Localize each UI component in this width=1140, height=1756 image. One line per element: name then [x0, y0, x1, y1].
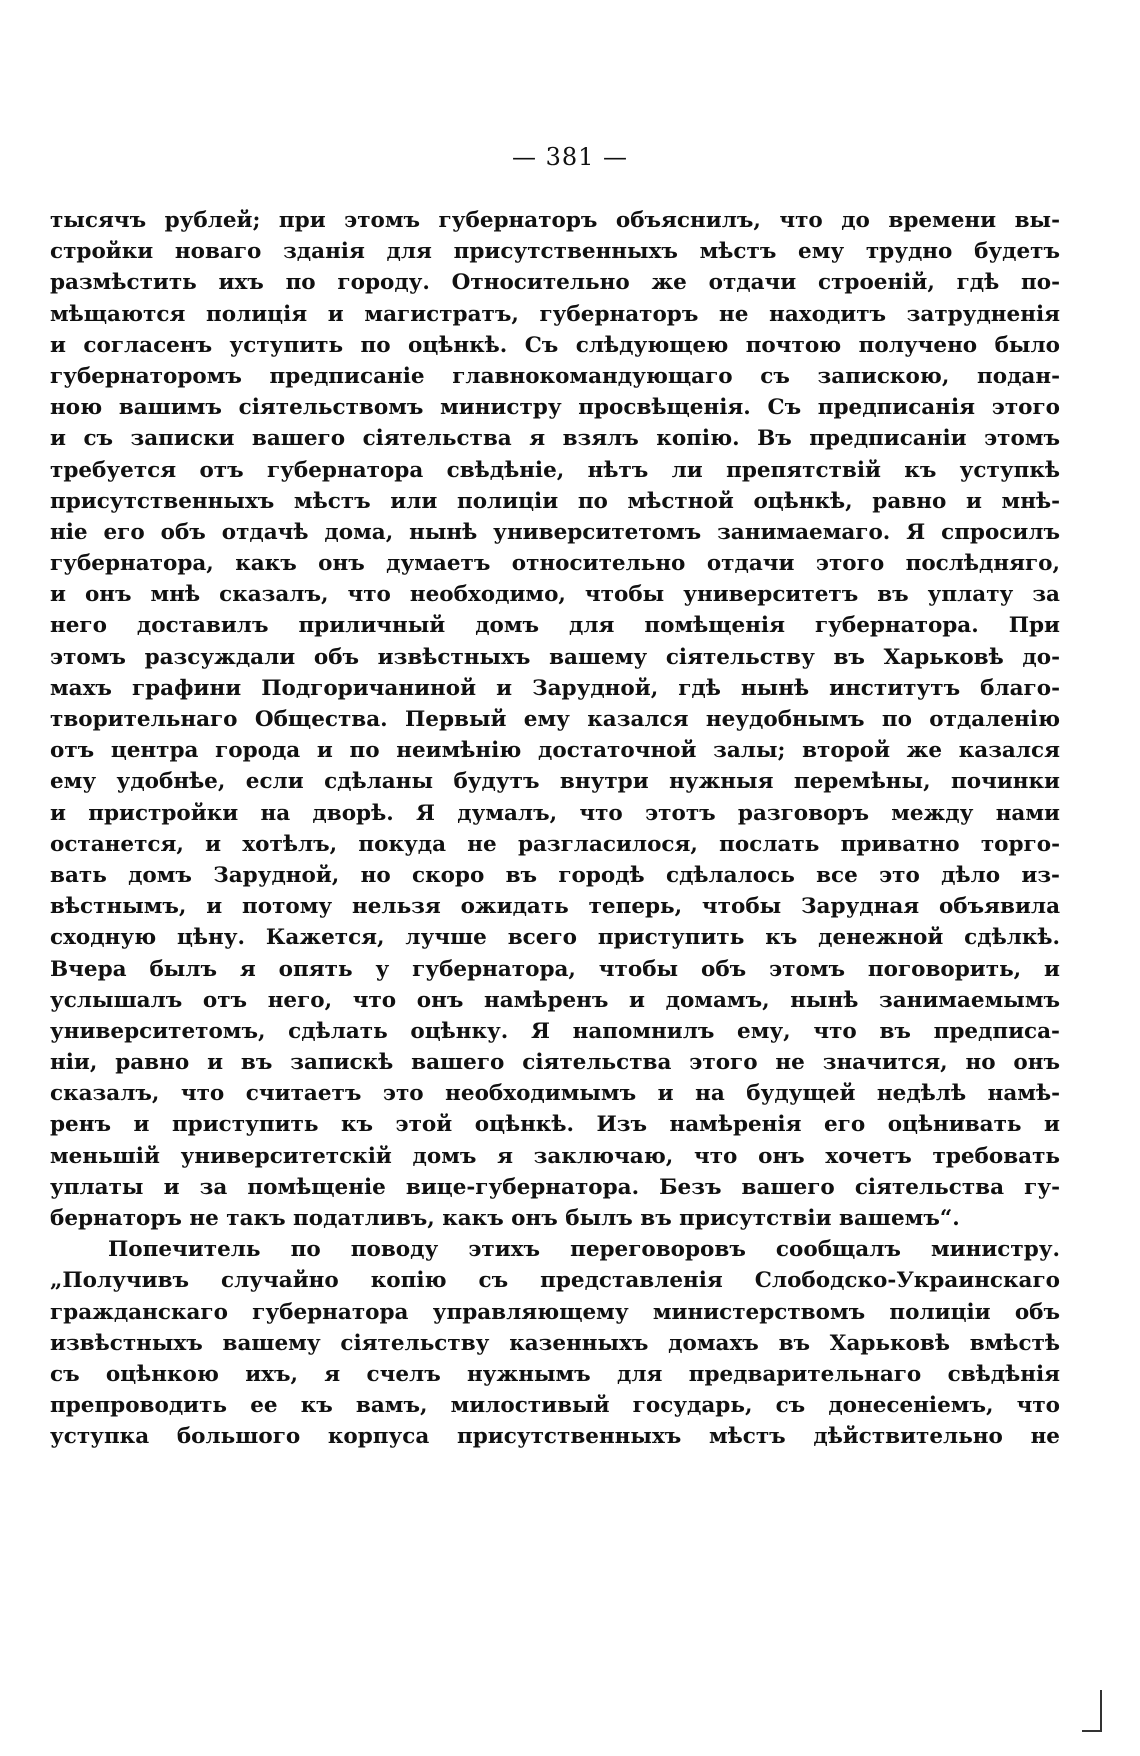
- page-number: — 381 —: [511, 143, 629, 171]
- text-line: Вчера былъ я опять у губернатора, чтобы объ этомъ поговорить, и: [50, 956, 1060, 982]
- text-line: этомъ разсуждали объ извѣстныхъ вашему сіятельству въ Харьковѣ до-: [50, 644, 1060, 670]
- paragraph-start-line: Попечитель по поводу этихъ переговоровъ сообщалъ министру.: [108, 1237, 1060, 1263]
- text-line: сказалъ, что считаетъ это необходимымъ и на будущей недѣлѣ намѣ-: [50, 1081, 1060, 1107]
- text-line: тысячъ рублей; при этомъ губернаторъ объяснилъ, что до времени вы-: [50, 208, 1060, 233]
- text-line: требуется отъ губернатора свѣдѣніе, нѣтъ ли препятствій къ уступкѣ: [50, 457, 1060, 483]
- text-line: ніе его объ отдачѣ дома, нынѣ университетомъ занимаемаго. Я спросилъ: [50, 519, 1060, 545]
- text-line: вѣстнымъ, и потому нельзя ожидать теперь, чтобы Зарудная объявила: [50, 894, 1060, 920]
- text-line: и онъ мнѣ сказалъ, что необходимо, чтобы университетъ въ уплату за: [50, 582, 1060, 608]
- text-line: съ оцѣнкою ихъ, я счелъ нужнымъ для предварительнаго свѣдѣнія: [50, 1361, 1060, 1387]
- text-line: сходную цѣну. Кажется, лучше всего приступить къ денежной сдѣлкѣ.: [50, 925, 1060, 951]
- text-line: мѣщаются полиція и магистратъ, губернаторъ не находитъ затрудненія: [50, 301, 1060, 327]
- text-line: и согласенъ уступить по оцѣнкѣ. Съ слѣдующею почтою получено было: [50, 332, 1060, 358]
- text-line: него доставилъ приличный домъ для помѣщенія губернатора. При: [50, 613, 1060, 639]
- text-line: меньшій университетскій домъ я заключаю, что онъ хочетъ требовать: [50, 1143, 1060, 1169]
- text-line: стройки новаго зданія для присутственныхъ мѣстъ ему трудно будетъ: [50, 239, 1060, 265]
- text-line: уступка большого корпуса присутственныхъ мѣстъ дѣйствительно не: [50, 1424, 1060, 1450]
- text-line: ему удобнѣе, если сдѣланы будутъ внутри нужныя перемѣны, починки: [50, 769, 1060, 795]
- text-line: ніи, равно и въ запискѣ вашего сіятельства этого не значится, но онъ: [50, 1050, 1060, 1076]
- text-line: махъ графини Подгоричаниной и Зарудной, гдѣ нынѣ институтъ благо-: [50, 675, 1060, 701]
- text-line: и пристройки на дворѣ. Я думалъ, что этотъ разговоръ между нами: [50, 800, 1060, 826]
- scan-edge-mark: [1100, 1690, 1102, 1732]
- text-line: и съ записки вашего сіятельства я взялъ копію. Въ предписаніи этомъ: [50, 426, 1060, 452]
- text-line: отъ центра города и по неимѣнію достаточной залы; второй же казался: [50, 738, 1060, 764]
- text-line: губернаторомъ предписаніе главнокомандующаго съ запискою, подан-: [50, 363, 1060, 389]
- scan-edge-tick: [1082, 1730, 1102, 1732]
- text-line: препроводить ее къ вамъ, милостивый государь, съ донесеніемъ, что: [50, 1393, 1060, 1419]
- text-line: вать домъ Зарудной, но скоро въ городѣ сдѣлалось все это дѣло из-: [50, 862, 1060, 888]
- text-line: „Получивъ случайно копію съ представленія Слободско-Украинскаго: [50, 1268, 1060, 1294]
- text-line: творительнаго Общества. Первый ему казался неудобнымъ по отдаленію: [50, 707, 1060, 732]
- text-line: гражданскаго губернатора управляющему министерствомъ полиціи объ: [50, 1299, 1060, 1325]
- text-line: университетомъ, сдѣлать оцѣнку. Я напомнилъ ему, что въ предписа-: [50, 1018, 1060, 1044]
- text-line: услышалъ отъ него, что онъ намѣренъ и домамъ, нынѣ занимаемымъ: [50, 987, 1060, 1013]
- text-line: останется, и хотѣлъ, покуда не разгласилося, послать приватно торго-: [50, 831, 1060, 857]
- text-line: размѣстить ихъ по городу. Относительно же отдачи строеній, гдѣ по-: [50, 270, 1060, 296]
- text-line: ною вашимъ сіятельствомъ министру просвѣщенія. Съ предписанія этого: [50, 395, 1060, 421]
- text-line: ренъ и приступить къ этой оцѣнкѣ. Изъ намѣренія его оцѣнивать и: [50, 1112, 1060, 1138]
- text-line: извѣстныхъ вашему сіятельству казенныхъ домахъ въ Харьковѣ вмѣстѣ: [50, 1330, 1060, 1356]
- text-line: бернаторъ не такъ податливъ, какъ онъ былъ въ присутствіи вашемъ“.: [50, 1206, 960, 1231]
- text-line: губернатора, какъ онъ думаетъ относительно отдачи этого послѣдняго,: [50, 551, 1060, 577]
- body-text: [50, 205, 1060, 1453]
- text-line: присутственныхъ мѣстъ или полиціи по мѣстной оцѣнкѣ, равно и мнѣ-: [50, 488, 1060, 514]
- text-line: уплаты и за помѣщеніе вице-губернатора. Безъ вашего сіятельства гу-: [50, 1174, 1060, 1200]
